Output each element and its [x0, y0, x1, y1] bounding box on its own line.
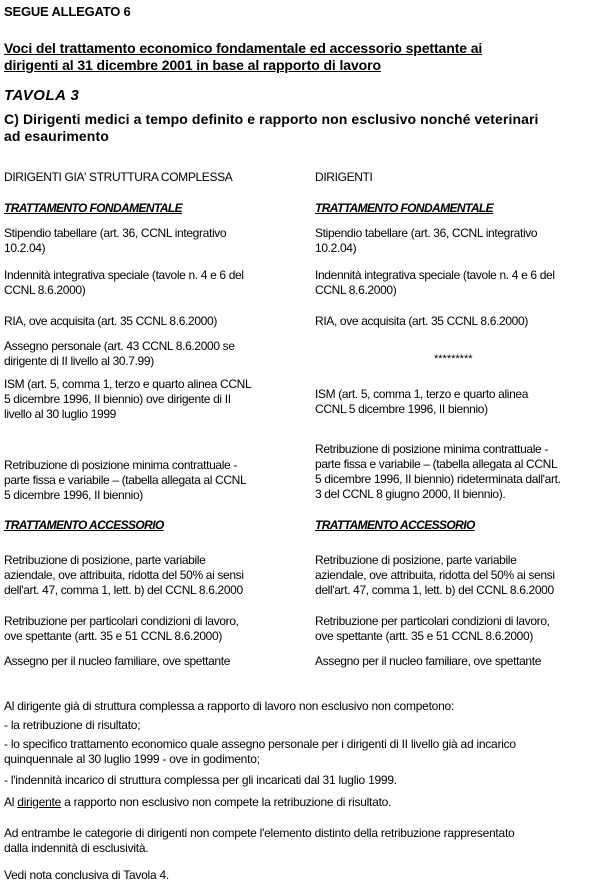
right-column-title: DIRIGENTI [315, 170, 373, 184]
notes-item-risultato: - la retribuzione di risultato; [4, 718, 141, 732]
document-title-line-2: dirigenti al 31 dicembre 2001 in base al rapporto di lavoro [4, 57, 381, 73]
right-fondamentale-heading: TRATTAMENTO FONDAMENTALE [315, 201, 494, 215]
right-particolari-line: Retribuzione per particolari condizioni di lavoro, [315, 614, 550, 628]
right-posizione-minima-line: 5 dicembre 1996, II biennio) rideterminata dall'art. [315, 472, 561, 486]
notes-item-assegno-line: - lo specifico trattamento economico quale assegno personale per i dirigenti di II livello già ad incarico [4, 737, 516, 751]
left-assegno-line: dirigente di II livello al 30.7.99) [4, 354, 154, 368]
section-heading-line-1: C) Dirigenti medici a tempo definito e rapporto non esclusivo nonché veterinari [4, 111, 539, 127]
right-stars-placeholder: ********* [434, 353, 473, 365]
left-ism-line: ISM (art. 5, comma 1, terzo e quarto alinea CCNL [4, 377, 252, 391]
left-ism [4, 377, 294, 422]
section-heading-line-2: ad esaurimento [4, 128, 109, 144]
right-ria: RIA, ove acquisita (art. 35 CCNL 8.6.2000) [315, 314, 528, 328]
left-indennita [4, 268, 294, 298]
document-title [4, 40, 594, 74]
left-posizione-variabile-line: dell'art. 47, comma 1, lett. b) del CCNL 8.6.2000 [4, 583, 243, 597]
right-ism-line: CCNL 5 dicembre 1996, II biennio) [315, 402, 488, 416]
notes-vedi: Vedi nota conclusiva di Tavola 4. [4, 868, 169, 882]
document-title-line-1: Voci del trattamento economico fondamentale ed accessorio spettante ai [4, 40, 483, 56]
notes-entrambe-line: dalla indennità di esclusività. [4, 841, 149, 855]
right-stipendio [315, 226, 600, 256]
left-posizione-minima-line: parte fissa e variabile – (tabella allegata al CCNL [4, 473, 247, 487]
right-posizione-minima-line: parte fissa e variabile – (tabella allegata al CCNL [315, 457, 558, 471]
right-posizione-variabile [315, 553, 600, 598]
left-stipendio-line: Stipendio tabellare (art. 36, CCNL integrativo [4, 226, 227, 240]
notes-dirigente-link[interactable]: dirigente [17, 795, 62, 809]
notes-item-assegno-line: quinquennale al 30 luglio 1999 - ove in godimento; [4, 752, 260, 766]
left-ria: RIA, ove acquisita (art. 35 CCNL 8.6.2000) [4, 314, 217, 328]
notes-entrambe-line: Ad entrambe le categorie di dirigenti non compete l'elemento distinto della retribuzione rappresentato [4, 826, 515, 840]
left-ism-line: 5 dicembre 1996, II biennio) ove dirigente di II [4, 392, 231, 406]
right-posizione-variabile-line: Retribuzione di posizione, parte variabile [315, 553, 517, 567]
right-particolari-line: ove spettante (artt. 35 e 51 CCNL 8.6.2000) [315, 629, 533, 643]
left-indennita-line: CCNL 8.6.2000) [4, 283, 86, 297]
right-posizione-minima-line: Retribuzione di posizione minima contrattuale - [315, 442, 549, 456]
right-ism [315, 387, 600, 417]
left-assegno-personale [4, 339, 294, 369]
right-ism-line: ISM (art. 5, comma 1, terzo e quarto alinea [315, 387, 529, 401]
section-heading [4, 111, 600, 145]
right-stipendio-line: 10.2.04) [315, 241, 357, 255]
notes-intro: Al dirigente già di struttura complessa a rapporto di lavoro non esclusivo non competono: [4, 699, 455, 713]
right-indennita-line: CCNL 8.6.2000) [315, 283, 397, 297]
left-ism-line: livello al 30 luglio 1999 [4, 407, 117, 421]
notes-item-incarico: - l'indennità incarico di struttura complessa per gli incaricati dal 31 luglio 1999. [4, 773, 397, 787]
left-accessorio-heading: TRATTAMENTO ACCESSORIO [4, 518, 164, 532]
right-accessorio-heading: TRATTAMENTO ACCESSORIO [315, 518, 475, 532]
right-posizione-minima-line: 3 del CCNL 8 giugno 2000, II biennio). [315, 487, 506, 501]
left-posizione-minima-line: 5 dicembre 1996, II biennio) [4, 488, 143, 502]
left-assegno-line: Assegno personale (art. 43 CCNL 8.6.2000 se [4, 339, 235, 353]
notes-non-esclusivo-pre: Al [4, 795, 18, 809]
right-posizione-variabile-line: dell'art. 47, comma 1, lett. b) del CCNL 8.6.2000 [315, 583, 554, 597]
right-posizione-variabile-line: aziendale, ove attribuita, ridotta del 50% ai sensi [315, 568, 555, 582]
tavola-label: TAVOLA 3 [4, 87, 80, 104]
right-indennita-line: Indennità integrativa speciale (tavole n. 4 e 6 del [315, 268, 555, 282]
left-indennita-line: Indennità integrativa speciale (tavole n. 4 e 6 del [4, 268, 244, 282]
left-particolari-line: ove spettante (artt. 35 e 51 CCNL 8.6.2000) [4, 629, 222, 643]
left-posizione-variabile-line: Retribuzione di posizione, parte variabile [4, 553, 206, 567]
notes-non-esclusivo-post: a rapporto non esclusivo non compete la retribuzione di risultato. [61, 795, 392, 809]
right-stipendio-line: Stipendio tabellare (art. 36, CCNL integrativo [315, 226, 538, 240]
notes-item-assegno [4, 737, 600, 767]
right-posizione-minima [315, 442, 600, 502]
left-particolari-line: Retribuzione per particolari condizioni di lavoro, [4, 614, 239, 628]
left-posizione-minima [4, 458, 294, 503]
left-posizione-variabile-line: aziendale, ove attribuita, ridotta del 50% ai sensi [4, 568, 244, 582]
left-stipendio-line: 10.2.04) [4, 241, 46, 255]
right-indennita [315, 268, 600, 298]
right-nucleo: Assegno per il nucleo familiare, ove spettante [315, 654, 542, 668]
left-posizione-minima-line: Retribuzione di posizione minima contrattuale - [4, 458, 238, 472]
notes-entrambe [4, 826, 600, 856]
left-particolari [4, 614, 294, 644]
allegato-heading: SEGUE ALLEGATO 6 [4, 4, 131, 19]
left-column-title: DIRIGENTI GIA' STRUTTURA COMPLESSA [4, 170, 233, 184]
notes-non-esclusivo [4, 795, 600, 810]
left-posizione-variabile [4, 553, 294, 598]
right-particolari [315, 614, 600, 644]
left-fondamentale-heading: TRATTAMENTO FONDAMENTALE [4, 201, 183, 215]
left-nucleo: Assegno per il nucleo familiare, ove spettante [4, 654, 231, 668]
left-stipendio [4, 226, 294, 256]
